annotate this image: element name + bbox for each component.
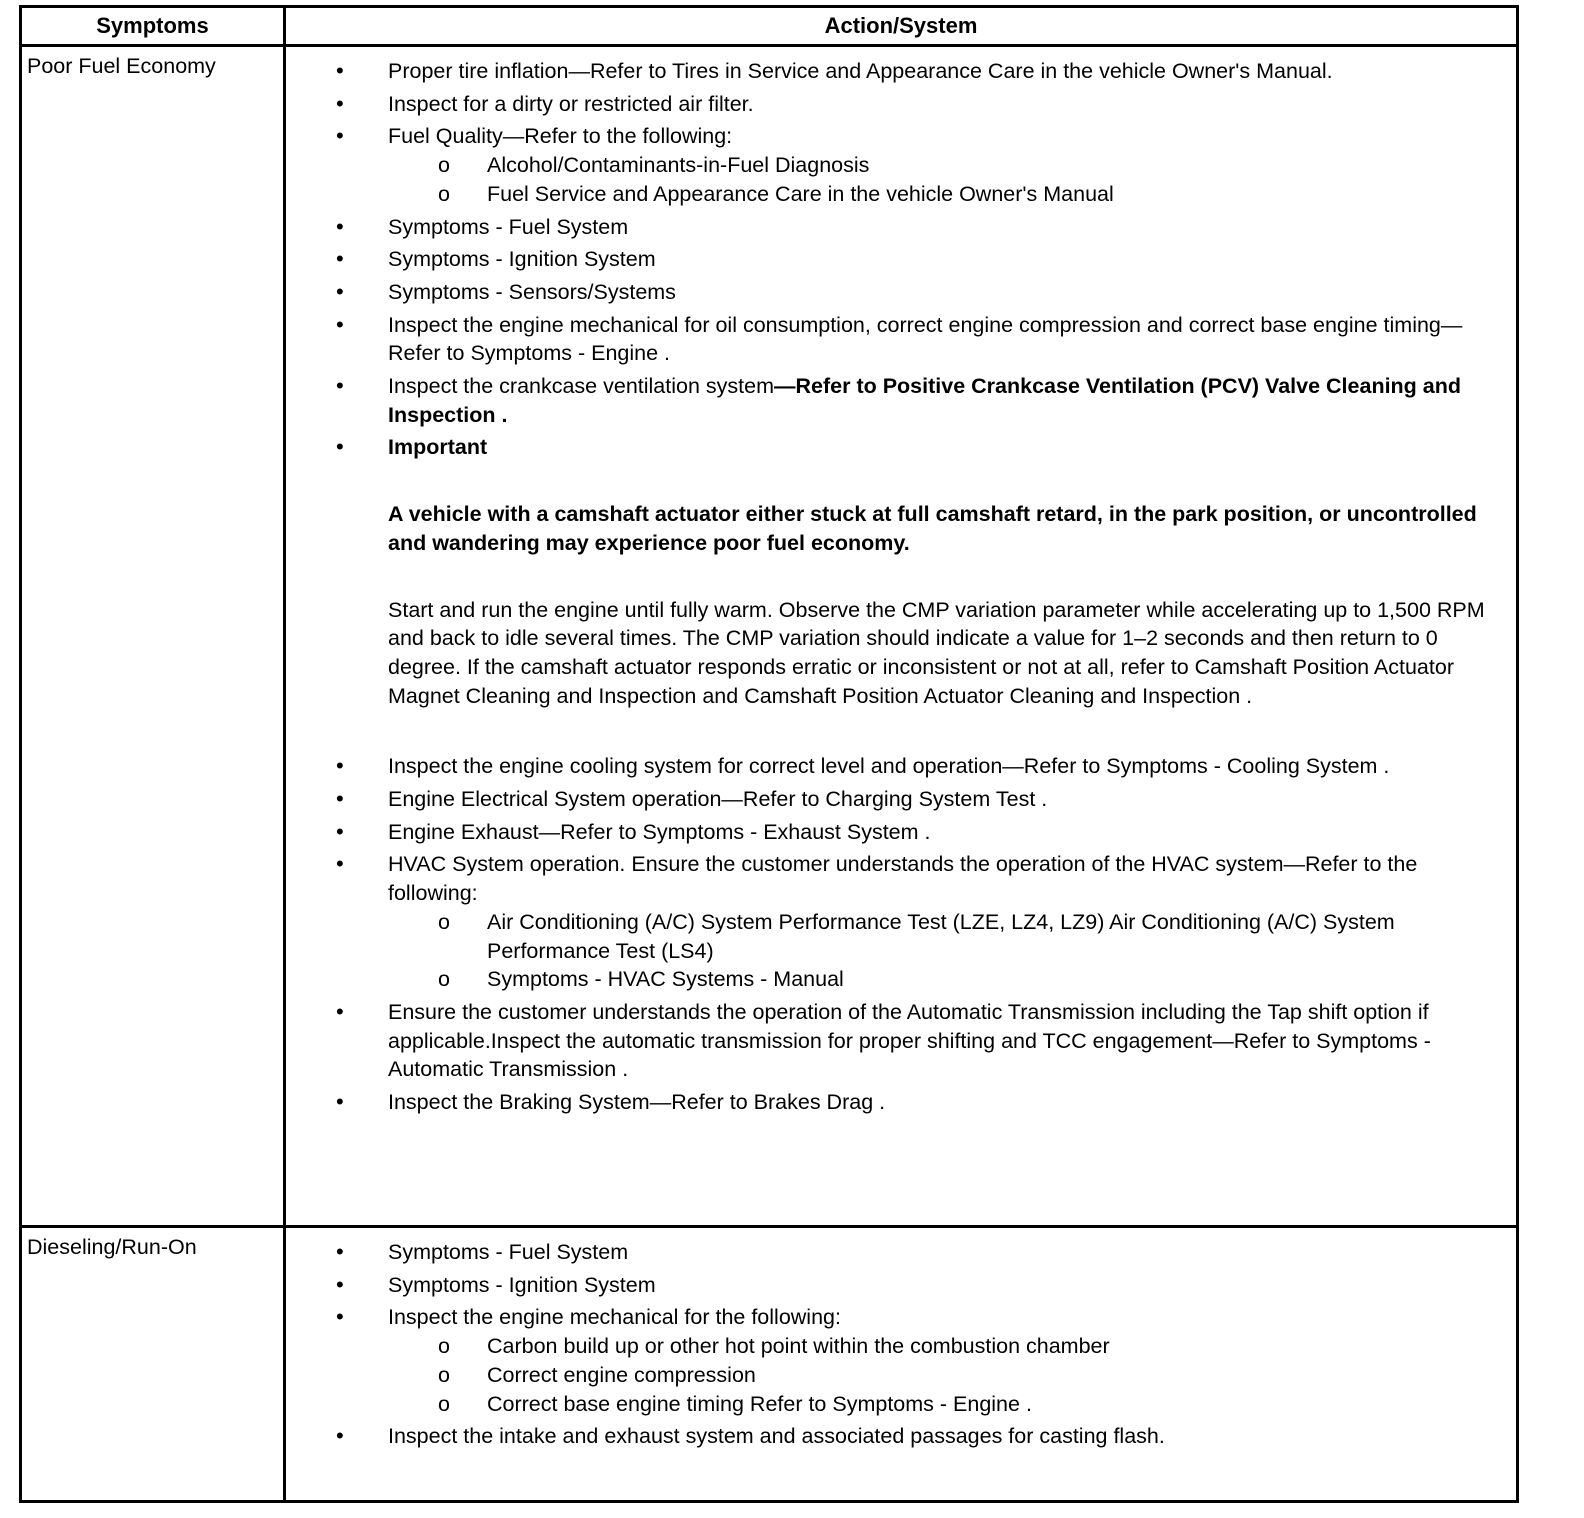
list-item <box>286 1303 1516 1418</box>
sub-list-item: o Symptoms - HVAC Systems - Manual <box>388 965 1510 994</box>
action-list <box>286 57 1516 1117</box>
list-item: • Inspect the Braking System—Refer to Brakes Drag . <box>286 1088 1516 1117</box>
list-item: • Engine Exhaust—Refer to Symptoms - Exhaust System . <box>286 818 1516 847</box>
list-item-text: Inspect the engine mechanical for the following: <box>388 1305 841 1330</box>
sub-list-item: o Carbon build up or other hot point within the combustion chamber <box>388 1332 1510 1361</box>
list-item: • Inspect the engine cooling system for correct level and operation—Refer to Symptoms - Cooling System . <box>286 752 1516 781</box>
symptom-cell: Poor Fuel Economy <box>21 46 285 1227</box>
list-item: • Symptoms - Fuel System <box>286 1238 1516 1267</box>
list-item <box>286 850 1516 994</box>
sub-list <box>388 908 1510 994</box>
list-item: • Symptoms - Sensors/Systems <box>286 278 1516 307</box>
action-list <box>286 1238 1516 1451</box>
header-symptoms: Symptoms <box>21 7 285 46</box>
list-item: • Symptoms - Ignition System <box>286 245 1516 274</box>
list-item: • Inspect for a dirty or restricted air filter. <box>286 90 1516 119</box>
table-row <box>21 46 1518 1227</box>
list-item-text: Inspect the crankcase ventilation system <box>388 374 774 399</box>
symptoms-table <box>19 5 1519 1503</box>
important-procedure: Start and run the engine until fully warm. Observe the CMP variation parameter while accelerating up to 1,500 RPM and back to idle several times. The CMP variation should indicate a value for 1–2 seconds and then return to 0 degree. If the camshaft actuator responds erratic or inconsistent or not at all, refer to Camshaft Position Actuator Magnet Cleaning and Inspection and Camshaft Position Actuator Cleaning and Inspection . <box>388 597 1485 708</box>
sub-list-item: o Alcohol/Contaminants-in-Fuel Diagnosis <box>388 151 1510 180</box>
list-item: • Proper tire inflation—Refer to Tires in Service and Appearance Care in the vehicle Owner's Manual. <box>286 57 1516 86</box>
sub-list-item: o Correct base engine timing Refer to Symptoms - Engine . <box>388 1390 1510 1419</box>
action-cell <box>285 1227 1518 1502</box>
list-item: • Symptoms - Ignition System <box>286 1271 1516 1300</box>
sub-list-item: o Correct engine compression <box>388 1361 1510 1390</box>
spacer <box>388 710 1510 748</box>
list-item <box>286 122 1516 208</box>
list-item: • Inspect the engine mechanical for oil consumption, correct engine compression and correct base engine timing—Refer to Symptoms - Engine . <box>286 311 1516 368</box>
table-header-row <box>21 7 1518 46</box>
sub-list <box>388 151 1510 208</box>
sub-list-item: o Air Conditioning (A/C) System Performance Test (LZE, LZ4, LZ9) Air Conditioning (A/C) System Performance Test (LS4) <box>388 908 1510 965</box>
important-heading: • Important <box>388 435 488 460</box>
list-item: • Ensure the customer understands the operation of the Automatic Transmission including the Tap shift option if applicable.Inspect the automatic transmission for proper shifting and TCC engagement—Refer to Symptoms - Automatic Transmission . <box>286 998 1516 1084</box>
list-item-text: HVAC System operation. Ensure the customer understands the operation of the HVAC system—Refer to the following: <box>388 852 1418 906</box>
symptom-cell: Dieseling/Run-On <box>21 1227 285 1502</box>
list-item: • Inspect the intake and exhaust system and associated passages for casting flash. <box>286 1422 1516 1451</box>
list-item <box>286 433 1516 748</box>
list-item: • Symptoms - Fuel System <box>286 213 1516 242</box>
header-action-system: Action/System <box>285 7 1518 46</box>
list-item-text: Fuel Quality—Refer to the following: <box>388 124 733 149</box>
list-item <box>286 372 1516 429</box>
action-cell <box>285 46 1518 1227</box>
list-item-text-bold: —Refer to Positive Crankcase Ventilation (PCV) Valve Cleaning and Inspection . <box>388 374 1462 427</box>
list-item: • Engine Electrical System operation—Refer to Charging System Test . <box>286 785 1516 814</box>
sub-list-item: o Fuel Service and Appearance Care in the vehicle Owner's Manual <box>388 180 1510 209</box>
important-warning: A vehicle with a camshaft actuator either stuck at full camshaft retard, in the park position, or uncontrolled and wandering may experience poor fuel economy. <box>388 502 1477 555</box>
sub-list <box>388 1332 1510 1418</box>
table-row <box>21 1227 1518 1502</box>
